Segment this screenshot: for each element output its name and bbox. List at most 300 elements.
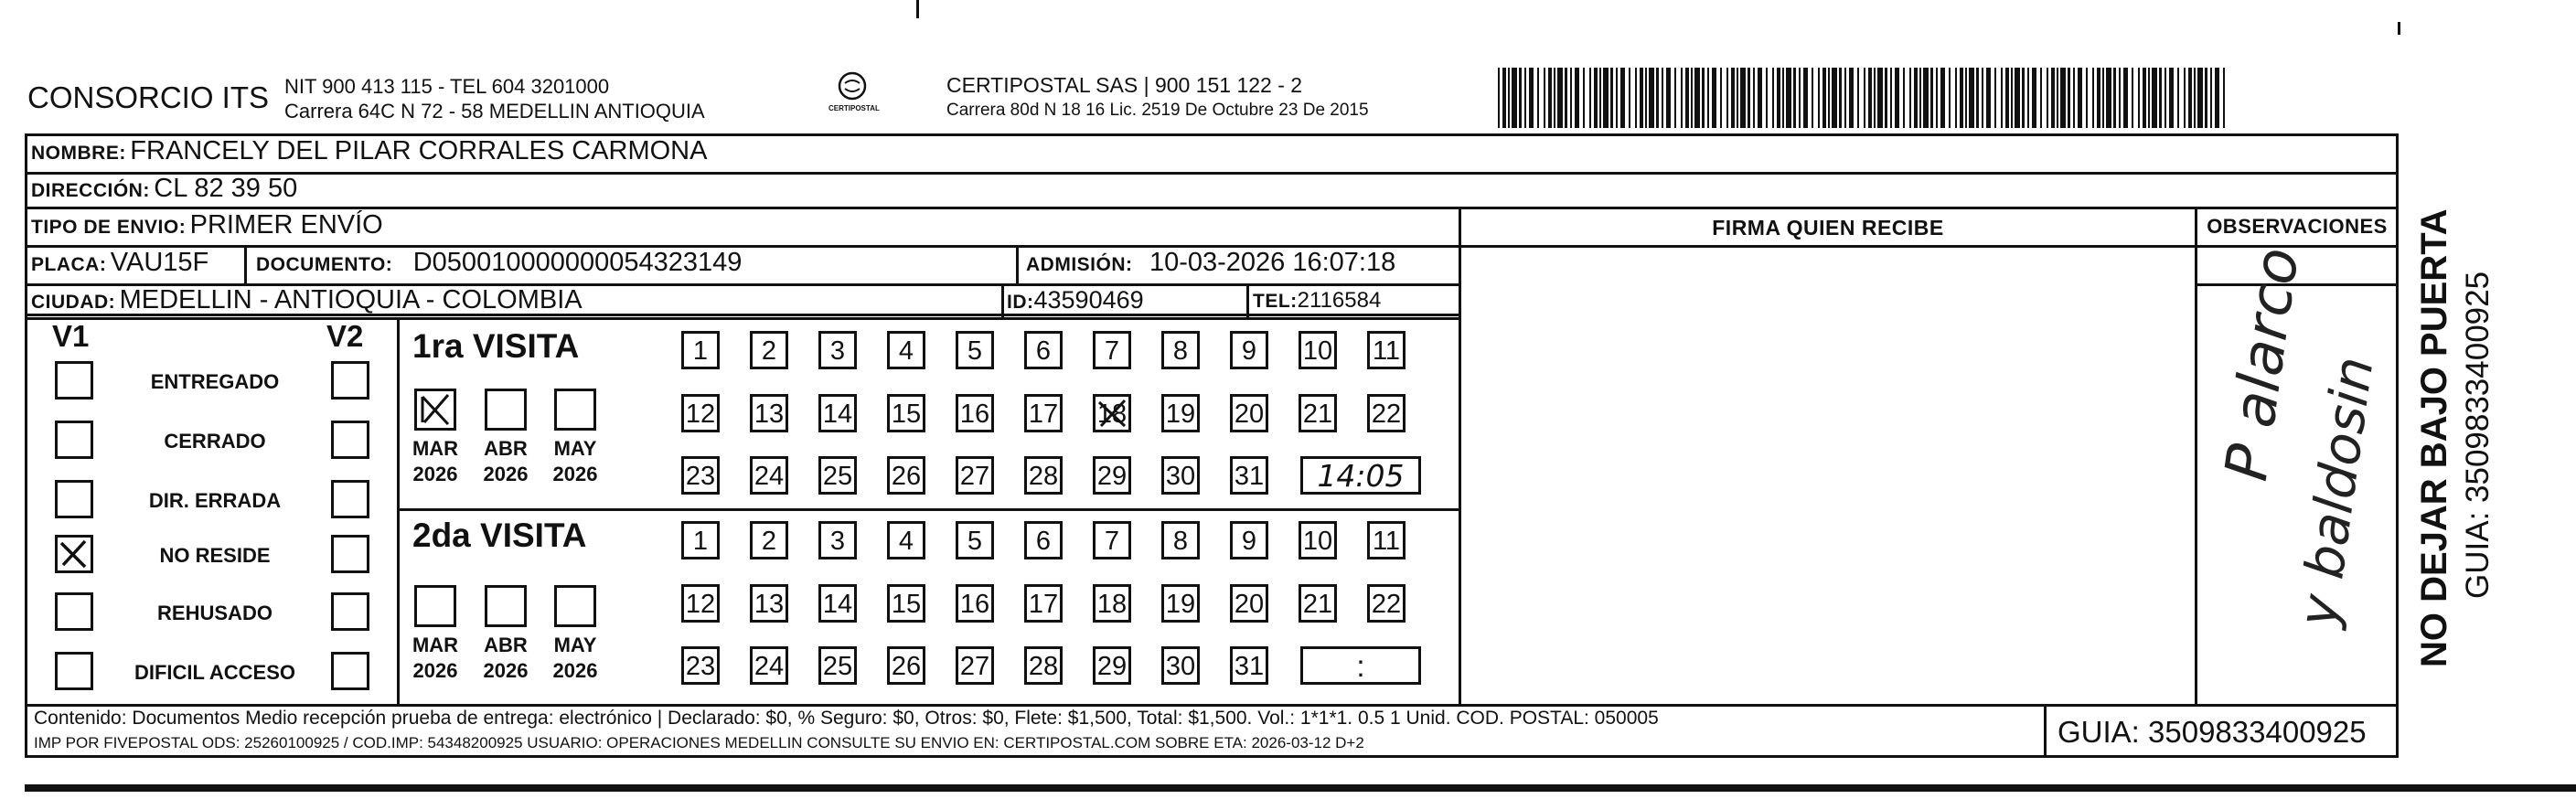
- month-name: ABR: [484, 634, 528, 656]
- side-warning: NO DEJAR BAJO PUERTA: [2414, 208, 2454, 667]
- documento-row: [256, 248, 742, 278]
- day-box[interactable]: 15: [887, 584, 925, 623]
- barcode-bar: [1849, 68, 1854, 128]
- barcode-bar: [2159, 68, 2162, 128]
- barcode-bar: [1955, 68, 1957, 128]
- admision-row: [1026, 248, 1395, 278]
- ciudad-row: [31, 285, 583, 315]
- barcode-bar: [1793, 68, 1796, 128]
- col-divider: [1001, 283, 1004, 317]
- placa-label: PLACA:: [31, 254, 107, 275]
- barcode-bar: [1554, 68, 1555, 128]
- day-box[interactable]: 19: [1161, 584, 1200, 623]
- v2-checkbox[interactable]: [331, 592, 369, 631]
- barcode-bar: [2102, 68, 2104, 128]
- barcode-bar: [2027, 68, 2029, 128]
- month-label: [403, 633, 467, 684]
- day-box[interactable]: 18: [1093, 394, 1131, 432]
- barcode-bar: [1994, 68, 1996, 128]
- barcode-bar: [2148, 68, 2150, 128]
- barcode-bar: [1649, 68, 1654, 128]
- id-label: ID:: [1007, 292, 1034, 313]
- admision-label: ADMISIÓN:: [1026, 254, 1133, 275]
- barcode-bar: [1812, 68, 1813, 128]
- barcode-bar: [1803, 68, 1808, 128]
- barcode-bar: [1828, 68, 1830, 128]
- v2-checkbox[interactable]: [331, 652, 369, 690]
- barcode-bar: [2123, 68, 2128, 128]
- v1-checkbox[interactable]: [55, 652, 93, 690]
- month-checkbox[interactable]: [485, 389, 527, 431]
- day-box[interactable]: 29: [1093, 646, 1131, 685]
- day-box[interactable]: 22: [1367, 394, 1406, 432]
- direccion-value: CL 82 39 50: [154, 174, 298, 203]
- barcode-bar: [1599, 68, 1601, 128]
- barcode-bar: [1874, 68, 1876, 128]
- month-year: 2026: [552, 659, 598, 682]
- barcode-bar: [1565, 68, 1567, 128]
- day-box[interactable]: 31: [1230, 456, 1268, 495]
- barcode-bar: [2001, 68, 2003, 128]
- barcode-bar: [1707, 68, 1709, 128]
- company-name: CONSORCIO ITS: [27, 80, 270, 114]
- firma-header: FIRMA QUIEN RECIBE: [1712, 216, 1944, 240]
- first-visit-time[interactable]: 14:05: [1300, 456, 1421, 495]
- barcode-bar: [1909, 68, 1911, 128]
- barcode-bar: [1712, 68, 1716, 128]
- month-checkbox[interactable]: [554, 585, 596, 627]
- day-box[interactable]: 17: [1024, 394, 1063, 432]
- day-mark-icon: [1096, 397, 1128, 430]
- barcode-bar: [1903, 68, 1905, 128]
- day-box[interactable]: 9: [1230, 521, 1268, 559]
- row-divider: [25, 207, 2399, 209]
- barcode-bar: [1782, 68, 1784, 128]
- day-box[interactable]: 11: [1367, 331, 1406, 369]
- barcode-bar: [2152, 68, 2157, 128]
- barcode-bar: [1822, 68, 1826, 128]
- month-year: 2026: [552, 463, 598, 485]
- barcode-bar: [2169, 68, 2174, 128]
- day-box[interactable]: 1: [681, 331, 720, 369]
- certipostal-logo: [828, 70, 880, 112]
- day-box[interactable]: 12: [681, 584, 720, 623]
- tel-value: 2116584: [1297, 288, 1382, 313]
- barcode-bar: [1557, 68, 1563, 128]
- month-checkbox[interactable]: [485, 585, 527, 627]
- barcode-bar: [1885, 68, 1887, 128]
- month-label: [403, 436, 467, 487]
- documento-label: DOCUMENTO:: [256, 254, 393, 275]
- id-row: [1007, 286, 1144, 314]
- day-box[interactable]: 31: [1230, 646, 1268, 685]
- second-visit-title: 2da VISITA: [412, 517, 587, 554]
- barcode-bar: [1583, 68, 1585, 128]
- barcode-bar: [2068, 68, 2070, 128]
- footer-content: Contenido: Documentos Medio recepción prueba de entrega: electrónico | Declarado: $0, % Seguro: $0, Otros: $0, Flete: $1,500, Total: $1,500. Vol.: 1*1*1. 0.5 1 Unid. COD. POSTAL: 050005: [34, 708, 1659, 729]
- day-box[interactable]: 21: [1299, 584, 1337, 623]
- footer-guia: GUIA: 3509833400925: [2058, 715, 2367, 749]
- day-box[interactable]: 5: [956, 521, 994, 559]
- barcode-bar: [2205, 68, 2207, 128]
- barcode: [1498, 68, 2229, 128]
- barcode-bar: [2184, 68, 2186, 128]
- barcode-bar: [2040, 68, 2042, 128]
- barcode-bar: [2132, 68, 2133, 128]
- month-name: ABR: [484, 437, 528, 460]
- month-year: 2026: [483, 659, 529, 682]
- courier-info: [946, 73, 1369, 123]
- barcode-bar: [1544, 68, 1545, 128]
- barcode-bar: [1620, 68, 1625, 128]
- barcode-bar: [1936, 68, 1938, 128]
- v2-checkbox[interactable]: [331, 480, 369, 518]
- barcode-bar: [1857, 68, 1859, 128]
- observaciones-handwriting-1: P alarco: [2213, 243, 2313, 485]
- day-box[interactable]: 12: [681, 394, 720, 432]
- day-box[interactable]: 25: [818, 456, 857, 495]
- month-name: MAR: [412, 437, 459, 460]
- v1-checkbox[interactable]: [55, 421, 93, 459]
- month-label: [474, 633, 538, 684]
- day-box[interactable]: 13: [750, 394, 788, 432]
- v1-checkbox[interactable]: [55, 480, 93, 518]
- barcode-bar: [1777, 68, 1780, 128]
- col-divider: [1459, 207, 1461, 706]
- barcode-bar: [1645, 68, 1647, 128]
- barcode-bar: [1570, 68, 1572, 128]
- tipo-label: TIPO DE ENVIO:: [31, 217, 187, 238]
- barcode-bar: [1799, 68, 1801, 128]
- direccion-label: DIRECCIÓN:: [31, 180, 150, 201]
- month-label: [474, 436, 538, 487]
- bottom-edge: [25, 784, 2576, 792]
- day-box[interactable]: 16: [956, 394, 994, 432]
- row-divider: [25, 704, 2399, 707]
- barcode-bar: [1748, 68, 1750, 128]
- company-line-2: Carrera 64C N 72 - 58 MEDELLIN ANTIOQUIA: [284, 100, 705, 123]
- status-option-label: REHUSADO: [157, 602, 273, 624]
- placa-value: VAU15F: [110, 248, 209, 277]
- day-box[interactable]: 19: [1161, 394, 1200, 432]
- barcode-bar: [2047, 68, 2048, 128]
- day-box[interactable]: 2: [750, 331, 788, 369]
- day-box[interactable]: 27: [956, 646, 994, 685]
- nombre-label: NOMBRE:: [31, 143, 126, 164]
- day-box[interactable]: 26: [887, 646, 925, 685]
- barcode-bar: [1914, 68, 1918, 128]
- barcode-bar: [1986, 68, 1991, 128]
- barcode-bar: [1786, 68, 1791, 128]
- barcode-bar: [1694, 68, 1700, 128]
- barcode-bar: [2215, 68, 2219, 128]
- month-label: [543, 633, 607, 684]
- barcode-bar: [1844, 68, 1846, 128]
- barcode-bar: [1976, 68, 1979, 128]
- barcode-bar: [1524, 68, 1526, 128]
- barcode-bar: [1737, 68, 1738, 128]
- status-option-label: NO RESIDE: [159, 544, 271, 567]
- barcode-bar: [2223, 68, 2225, 128]
- month-year: 2026: [412, 659, 458, 682]
- admision-value: 10-03-2026 16:07:18: [1149, 248, 1396, 277]
- status-option-label: DIFICIL ACCESO: [134, 661, 295, 684]
- side-guia: GUIA: 3509833400925: [2460, 271, 2496, 599]
- cut-mark: [916, 0, 919, 18]
- day-box[interactable]: 15: [887, 394, 925, 432]
- nombre-value: FRANCELY DEL PILAR CORRALES CARMONA: [130, 136, 708, 165]
- day-box[interactable]: 10: [1299, 331, 1337, 369]
- day-box[interactable]: 22: [1367, 584, 1406, 623]
- month-name: MAR: [412, 634, 459, 656]
- month-checkbox[interactable]: [554, 389, 596, 431]
- col-divider: [2195, 207, 2197, 706]
- month-checkbox[interactable]: [414, 585, 456, 627]
- col-divider: [1016, 245, 1019, 283]
- check-x-icon: [417, 391, 454, 428]
- barcode-bar: [1674, 68, 1676, 128]
- barcode-bar: [2051, 68, 2055, 128]
- day-box[interactable]: 13: [750, 584, 788, 623]
- barcode-bar: [2097, 68, 2100, 128]
- certipostal-logo-icon: [837, 70, 868, 101]
- barcode-bar: [1537, 68, 1539, 128]
- barcode-bar: [1629, 68, 1630, 128]
- v2-checkbox[interactable]: [331, 361, 369, 400]
- barcode-bar: [1868, 68, 1872, 128]
- day-box[interactable]: 23: [681, 646, 720, 685]
- barcode-bar: [1949, 68, 1951, 128]
- day-box[interactable]: 14: [818, 394, 857, 432]
- month-checkbox[interactable]: [414, 389, 456, 431]
- barcode-bar: [1864, 68, 1865, 128]
- barcode-bar: [1640, 68, 1643, 128]
- check-x-icon: [58, 538, 91, 570]
- barcode-bar: [1681, 68, 1683, 128]
- barcode-bar: [1877, 68, 1883, 128]
- company-line-1: NIT 900 413 115 - TEL 604 3201000: [284, 75, 610, 98]
- observaciones-header: OBSERVACIONES: [2207, 215, 2388, 238]
- day-box[interactable]: 1: [681, 521, 720, 559]
- barcode-bar: [1832, 68, 1837, 128]
- barcode-bar: [1940, 68, 1945, 128]
- barcode-bar: [1758, 68, 1762, 128]
- ciudad-value: MEDELLIN - ANTIOQUIA - COLOMBIA: [119, 285, 583, 314]
- barcode-bar: [2011, 68, 2013, 128]
- day-box[interactable]: 18: [1093, 584, 1131, 623]
- month-name: MAY: [553, 634, 597, 656]
- placa-row: [31, 248, 208, 278]
- day-box[interactable]: 7: [1093, 521, 1131, 559]
- day-box[interactable]: 28: [1024, 646, 1063, 685]
- day-box[interactable]: 29: [1093, 456, 1131, 495]
- row-divider: [25, 317, 1460, 320]
- barcode-bar: [2032, 68, 2036, 128]
- day-box[interactable]: 17: [1024, 584, 1063, 623]
- day-box[interactable]: 11: [1367, 521, 1406, 559]
- second-visit-time[interactable]: :: [1300, 646, 1421, 685]
- day-box[interactable]: 14: [818, 584, 857, 623]
- nombre-row: [31, 136, 707, 166]
- day-box[interactable]: 10: [1299, 521, 1337, 559]
- barcode-bar: [1930, 68, 1933, 128]
- barcode-bar: [1740, 68, 1746, 128]
- barcode-bar: [1753, 68, 1755, 128]
- barcode-bar: [2119, 68, 2121, 128]
- barcode-bar: [1766, 68, 1768, 128]
- barcode-bar: [1519, 68, 1522, 128]
- barcode-bar: [1895, 68, 1899, 128]
- tipo-value: PRIMER ENVÍO: [189, 210, 383, 240]
- barcode-bar: [2022, 68, 2025, 128]
- courier-line-1: CERTIPOSTAL SAS | 900 151 122 - 2: [946, 73, 1303, 97]
- day-box[interactable]: 30: [1161, 646, 1200, 685]
- barcode-bar: [1498, 68, 1500, 128]
- row-divider: [399, 508, 1459, 511]
- day-box[interactable]: 16: [956, 584, 994, 623]
- month-year: 2026: [483, 463, 529, 485]
- barcode-bar: [1960, 68, 1963, 128]
- footer-imp: IMP POR FIVEPOSTAL ODS: 25260100925 / COD.IMP: 54348200925 USUARIO: OPERACIONES MEDELLIN CONSULTE SU ENVIO EN: CERTIPOSTAL.COM SOBRE ETA: 2026-03-12 D+2: [34, 734, 1364, 751]
- status-option-label: ENTREGADO: [150, 370, 280, 393]
- barcode-bar: [1529, 68, 1534, 128]
- barcode-bar: [2177, 68, 2179, 128]
- barcode-bar: [2197, 68, 2203, 128]
- month-name: MAY: [553, 437, 597, 460]
- barcode-bar: [2194, 68, 2196, 128]
- barcode-bar: [2073, 68, 2075, 128]
- day-box[interactable]: 9: [1230, 331, 1268, 369]
- v1-label: V1: [52, 319, 90, 353]
- day-box[interactable]: 24: [750, 646, 788, 685]
- barcode-bar: [1726, 68, 1728, 128]
- barcode-bar: [1575, 68, 1579, 128]
- documento-value: D050010000000054323149: [412, 248, 743, 277]
- barcode-bar: [1594, 68, 1598, 128]
- barcode-bar: [1662, 68, 1663, 128]
- courier-line-2: Carrera 80d N 18 16 Lic. 2519 De Octubre 23 De 2015: [946, 101, 1369, 120]
- month-year: 2026: [412, 463, 458, 485]
- day-box[interactable]: 8: [1161, 331, 1200, 369]
- barcode-bar: [1666, 68, 1671, 128]
- barcode-bar: [2015, 68, 2020, 128]
- barcode-bar: [1616, 68, 1618, 128]
- day-box[interactable]: 27: [956, 456, 994, 495]
- barcode-bar: [1969, 68, 1974, 128]
- id-value: 43590469: [1033, 286, 1144, 314]
- col-divider: [397, 317, 400, 705]
- col-divider: [1246, 283, 1249, 317]
- col-divider: [2044, 704, 2047, 757]
- v1-checkbox[interactable]: [55, 535, 93, 573]
- barcode-bar: [1685, 68, 1689, 128]
- tipo-row: [31, 210, 383, 240]
- barcode-bar: [2113, 68, 2116, 128]
- barcode-bar: [2210, 68, 2212, 128]
- day-box[interactable]: 4: [887, 521, 925, 559]
- barcode-bar: [2164, 68, 2166, 128]
- barcode-bar: [2060, 68, 2066, 128]
- day-box[interactable]: 30: [1161, 456, 1200, 495]
- first-visit-title: 1ra VISITA: [412, 327, 580, 365]
- cut-mark: [2398, 22, 2400, 35]
- company-info: [284, 74, 705, 123]
- day-box[interactable]: 26: [887, 456, 925, 495]
- day-box[interactable]: 20: [1230, 584, 1268, 623]
- barcode-bar: [1548, 68, 1552, 128]
- day-box[interactable]: 28: [1024, 456, 1063, 495]
- tel-row: [1253, 288, 1381, 314]
- status-option-label: DIR. ERRADA: [148, 489, 282, 512]
- barcode-bar: [1982, 68, 1983, 128]
- day-box[interactable]: 23: [681, 456, 720, 495]
- day-box[interactable]: 5: [956, 331, 994, 369]
- day-box[interactable]: 21: [1299, 394, 1337, 432]
- day-box[interactable]: 20: [1230, 394, 1268, 432]
- barcode-bar: [2188, 68, 2192, 128]
- barcode-bar: [2086, 68, 2088, 128]
- barcode-bar: [2092, 68, 2094, 128]
- barcode-bar: [2138, 68, 2140, 128]
- barcode-bar: [1610, 68, 1613, 128]
- barcode-bar: [1502, 68, 1506, 128]
- barcode-bar: [1656, 68, 1659, 128]
- barcode-bar: [1702, 68, 1705, 128]
- barcode-bar: [1512, 68, 1517, 128]
- day-box[interactable]: 3: [818, 521, 857, 559]
- barcode-bar: [2106, 68, 2111, 128]
- barcode-bar: [2057, 68, 2058, 128]
- status-option-label: CERRADO: [164, 430, 266, 453]
- v2-checkbox[interactable]: [331, 535, 369, 573]
- barcode-bar: [1919, 68, 1921, 128]
- day-box[interactable]: 4: [887, 331, 925, 369]
- barcode-bar: [1589, 68, 1591, 128]
- v1-checkbox[interactable]: [55, 361, 93, 400]
- barcode-bar: [1818, 68, 1820, 128]
- day-box[interactable]: 24: [750, 456, 788, 495]
- barcode-bar: [1508, 68, 1510, 128]
- day-box[interactable]: 6: [1024, 521, 1063, 559]
- day-box[interactable]: 2: [750, 521, 788, 559]
- v2-checkbox[interactable]: [331, 421, 369, 459]
- v1-checkbox[interactable]: [55, 592, 93, 631]
- observaciones-handwriting-2: y baldosin: [2286, 353, 2386, 631]
- barcode-bar: [1923, 68, 1929, 128]
- day-box[interactable]: 6: [1024, 331, 1063, 369]
- barcode-bar: [2005, 68, 2009, 128]
- barcode-bar: [1772, 68, 1774, 128]
- barcode-bar: [1691, 68, 1693, 128]
- col-divider: [244, 245, 247, 283]
- barcode-bar: [1720, 68, 1722, 128]
- direccion-row: [31, 174, 297, 204]
- barcode-bar: [2078, 68, 2082, 128]
- day-box[interactable]: 8: [1161, 521, 1200, 559]
- month-label: [543, 436, 607, 487]
- barcode-bar: [2143, 68, 2146, 128]
- tel-label: TEL:: [1253, 291, 1298, 312]
- barcode-bar: [1839, 68, 1842, 128]
- day-box[interactable]: 25: [818, 646, 857, 685]
- day-box[interactable]: 3: [818, 331, 857, 369]
- barcode-bar: [1635, 68, 1637, 128]
- logo-text: CERTIPOSTAL: [828, 104, 880, 112]
- ciudad-label: CIUDAD:: [31, 292, 116, 313]
- barcode-bar: [1603, 68, 1609, 128]
- barcode-bar: [1965, 68, 1967, 128]
- day-box[interactable]: 7: [1093, 331, 1131, 369]
